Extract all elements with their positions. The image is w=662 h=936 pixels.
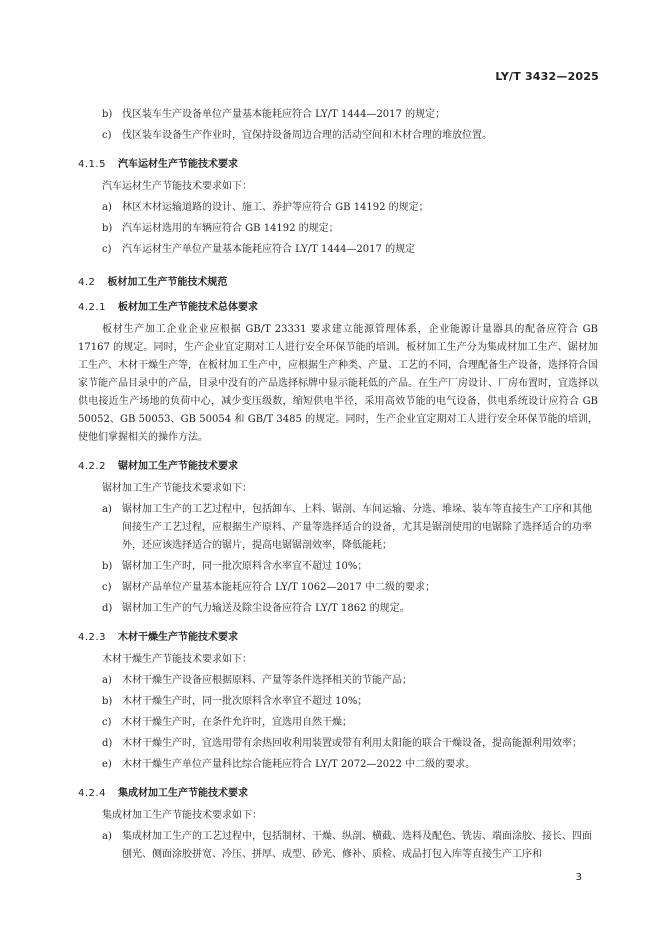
- list-marker: b): [102, 223, 113, 234]
- list-marker: a): [102, 504, 112, 515]
- section-heading-4-1-5: [78, 155, 598, 170]
- list-item-text: 锯材加工生产的气力输送及除尘设备应符合 LY/T 1862 的规定。: [122, 603, 410, 614]
- list-item: [78, 501, 598, 555]
- list-marker: b): [102, 561, 113, 572]
- list-item-text: 伐区装车设备生产作业时，宜保持设备周边合理的活动空间和木材合理的堆放位置。: [122, 130, 492, 141]
- section-title: 汽车运材生产节能技术要求: [117, 159, 238, 170]
- list-item-text: 木材干燥生产设备应根据原料、产量等条件选择相关的节能产品；: [122, 675, 412, 686]
- list-item: [78, 672, 598, 690]
- list-item-text: 汽车运材生产单位产量基本能耗应符合 LY/T 1444—2017 的规定: [122, 244, 416, 255]
- document-code-header: LY/T 3432—2025: [495, 70, 599, 83]
- section-heading-4-2: [78, 273, 598, 288]
- list-item-text: 林区木材运输道路的设计、施工、养护等应符合 GB 14192 的规定；: [122, 202, 429, 213]
- list-marker: a): [102, 831, 112, 842]
- list-item-text: 锯材产品单位产量基本能耗应符合 LY/T 1062—2017 中二级的要求；: [122, 582, 436, 593]
- list-item: [78, 199, 598, 217]
- list-marker: a): [102, 675, 112, 686]
- section-number: 4.2.1: [78, 302, 106, 313]
- list-marker: c): [102, 717, 112, 728]
- section-heading-4-2-2: [78, 457, 598, 472]
- section-title: 锯材加工生产节能技术要求: [117, 461, 238, 472]
- list-item: [78, 241, 598, 259]
- section-paragraph: 板材生产加工企业企业应根据 GB/T 23331 要求建立能源管理体系，企业能源计量器具的配备应符合 GB 17167 的规定。同时，生产企业宜定期对工人进行安全环保节能的培训。板材加工生产分为集成材加工生产、锯材加工生产、木材干燥生产等，在板材加工生产中，应根据生产种类、产量、工艺的不同，合理配备生产设备，选择符合国家节能产品目录中的产品，目录中没有的产品选择标牌中显示能耗低的产品。在生产厂房设计、厂房布置时，宜选择以供电接近生产场地的负荷中心，减少变压级数，缩短供电半径，采用高效节能的电气设备，供电系统设计应符合 GB 50052、GB 50053、GB 50054 和 GB/T 3485 的规定。同时，生产企业宜定期对工人进行安全环保节能的培训，使他们掌握相关的操作方法。: [78, 324, 598, 443]
- list-item-text: 汽车运材选用的车辆应符合 GB 14192 的规定；: [122, 223, 339, 234]
- section-intro: 集成材加工生产节能技术要求如下：: [102, 810, 262, 821]
- list-item: [78, 579, 598, 597]
- list-item: [78, 127, 598, 145]
- list-item-text: 木材干燥生产时，同一批次原料含水率宜不超过 10%；: [122, 696, 368, 707]
- list-item: [78, 558, 598, 576]
- list-marker: c): [102, 582, 112, 593]
- section-intro: 汽车运材生产节能技术要求如下：: [102, 181, 252, 192]
- section-number: 4.2: [78, 277, 96, 288]
- section-number: 4.2.2: [78, 461, 106, 472]
- list-marker: b): [102, 109, 113, 120]
- list-item-text: 木材干燥生产时，在条件允许时，宜选用自然干燥；: [122, 717, 352, 728]
- list-item: [78, 828, 598, 864]
- section-title: 集成材加工生产节能技术要求: [117, 788, 248, 799]
- list-marker: e): [102, 759, 112, 770]
- list-marker: b): [102, 696, 113, 707]
- list-marker: d): [102, 603, 113, 614]
- list-item: [78, 756, 598, 774]
- list-marker: d): [102, 738, 113, 749]
- page-number: 3: [575, 872, 582, 883]
- section-intro: 木材干燥生产节能技术要求如下：: [102, 654, 252, 665]
- section-number: 4.2.3: [78, 632, 106, 643]
- section-heading-4-2-3: [78, 628, 598, 643]
- list-marker: c): [102, 244, 112, 255]
- list-item-text: 木材干燥生产单位产量科比综合能耗应符合 LY/T 2072—2022 中二级的要求。: [122, 759, 476, 770]
- section-heading-4-2-1: [78, 298, 598, 313]
- list-item-text: 锯材加工生产时，同一批次原料含水率宜不超过 10%；: [122, 561, 368, 572]
- list-item: [78, 600, 598, 618]
- section-title: 木材干燥生产节能技术要求: [117, 632, 238, 643]
- list-item: [78, 693, 598, 711]
- page-content: [78, 106, 598, 867]
- list-item-text: 木材干燥生产时，宜选用带有余热回收利用装置或带有利用太阳能的联合干燥设备，提高能源利用效率；: [122, 738, 582, 749]
- list-item: [78, 714, 598, 732]
- list-marker: c): [102, 130, 112, 141]
- section-title: 板材加工生产节能技术规范: [107, 277, 228, 288]
- list-item-text: 锯材加工生产的工艺过程中，包括卸车、上料、锯剖、车间运输、分选、堆垛、装车等直接生产工序和其他间接生产工艺过程，应根据生产原料、产量等选择适合的设备，尤其是锯剖使用的电锯除了选择适合的功率外，还应该选择适合的锯片，提高电锯锯剖效率，降低能耗；: [122, 504, 592, 551]
- list-item: [78, 106, 598, 124]
- section-title: 板材加工生产节能技术总体要求: [117, 302, 258, 313]
- list-item-text: 伐区装车生产设备单位产量基本能耗应符合 LY/T 1444—2017 的规定；: [122, 109, 446, 120]
- list-item: [78, 220, 598, 238]
- section-number: 4.2.4: [78, 788, 106, 799]
- list-marker: a): [102, 202, 112, 213]
- section-number: 4.1.5: [78, 159, 106, 170]
- list-item-text: 集成材加工生产的工艺过程中，包括制材、干燥、纵剖、横截、选料及配色、铣齿、端面涂胶、接长、四面刨光、侧面涂胶拼宽、冷压、拼厚、成型、砂光、修补、质检、成品打包入库等直接生产工序和: [122, 831, 592, 860]
- section-heading-4-2-4: [78, 784, 598, 799]
- list-item: [78, 735, 598, 753]
- section-intro: 锯材加工生产节能技术要求如下：: [102, 483, 252, 494]
